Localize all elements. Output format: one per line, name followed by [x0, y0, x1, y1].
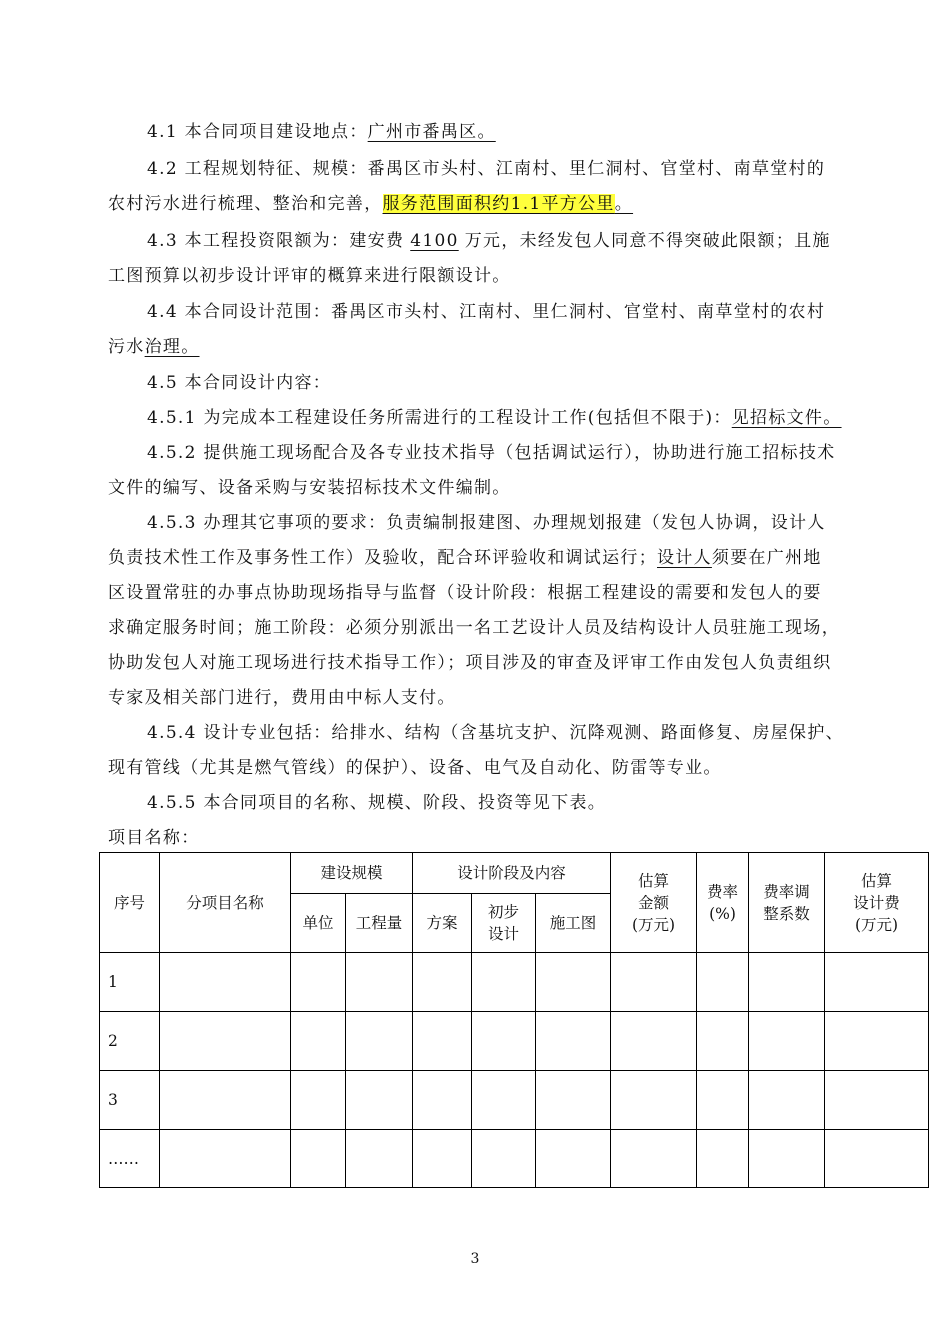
paragraph-4-5-3-line2 [108, 546, 860, 570]
header-estimate [611, 853, 697, 953]
table-cell [749, 953, 825, 1012]
location-filled: 广州市番禺区。 [367, 122, 496, 142]
header-plan: 方案 [413, 894, 472, 953]
header-text: (万元) [631, 915, 676, 934]
paragraph-4-5-2-line1: 4.5.2 提供施工现场配合及各专业技术指导（包括调试运行），协助进行施工招标技术 [147, 443, 836, 463]
investment-amount: 4100 [410, 231, 459, 251]
paragraph-4-5-4-line1: 4.5.4 设计专业包括：给排水、结构（含基坑支护、沉降观测、路面修复、房屋保护、 [147, 723, 844, 743]
reference-filled: 见招标文件。 [731, 408, 842, 428]
row-number: 1 [100, 953, 160, 1012]
paragraph-4-1 [147, 120, 860, 144]
paragraph-4-5-3-line6: 专家及相关部门进行，费用由中标人支付。 [108, 688, 456, 708]
header-design-fee [825, 853, 929, 953]
table-cell [291, 1130, 346, 1188]
header-unit: 单位 [291, 894, 346, 953]
service-area-highlight: 服务范围面积约1.1平方公里 [382, 194, 615, 214]
paragraph-4-5-3-line5: 协助发包人对施工现场进行技术指导工作）；项目涉及的审查及评审工作由发包人负责组织 [108, 653, 832, 673]
table-cell [611, 1130, 697, 1188]
table-cell [291, 1012, 346, 1071]
paragraph-4-4-line1: 4.4 本合同设计范围：番禺区市头村、江南村、里仁洞村、官堂村、南草堂村的农村 [147, 302, 826, 322]
table-cell [697, 1071, 749, 1130]
table-cell [160, 1012, 291, 1071]
paragraph-text: 4.3 本工程投资限额为：建安费 [147, 231, 405, 251]
designer-filled: 设计人 [657, 548, 712, 568]
header-text: 初步 [488, 903, 520, 921]
table-row [100, 1130, 929, 1188]
table-cell [536, 1071, 611, 1130]
table-cell [749, 1130, 825, 1188]
paragraph-4-5-3-line1: 4.5.3 办理其它事项的要求：负责编制报建图、办理规划报建（发包人协调，设计人 [147, 513, 826, 533]
table-cell [472, 1071, 536, 1130]
header-text: 设计 [488, 925, 520, 943]
paragraph-text: 负责技术性工作及事务性工作）及验收，配合环评验收和调试运行； [108, 548, 657, 568]
paragraph-4-5-4-line2: 现有管线（尤其是燃气管线）的保护）、设备、电气及自动化、防雷等专业。 [108, 758, 722, 778]
header-text: 设计费 [853, 893, 900, 912]
header-rate [697, 853, 749, 953]
paragraph-4-5-3-line4: 求确定服务时间；施工阶段：必须分别派出一名工艺设计人员及结构设计人员驻施工现场， [108, 618, 840, 638]
table-cell [825, 1012, 929, 1071]
paragraph-4-4-line2 [108, 335, 860, 359]
paragraph-4-5-3-line3: 区设置常驻的办事点协助现场指导与监督（设计阶段：根据工程建设的需要和发包人的要 [108, 583, 822, 603]
paragraph-4-3-line1 [147, 229, 860, 253]
header-rate-adjust [749, 853, 825, 953]
table-cell [825, 1130, 929, 1188]
paragraph-text: 污水 [108, 337, 145, 357]
table-cell [291, 1071, 346, 1130]
header-construction: 施工图 [536, 894, 611, 953]
row-number: …… [100, 1130, 160, 1188]
table-cell [536, 1130, 611, 1188]
paragraph-text: 万元，未经发包人同意不得突破此限额；且施 [464, 231, 831, 251]
header-sub-name: 分项目名称 [160, 853, 291, 953]
table-cell [160, 1130, 291, 1188]
page-number: 3 [470, 1251, 480, 1267]
header-text: 费率调 [763, 882, 810, 901]
header-text: 估算 [638, 871, 670, 890]
table-header-row-1 [100, 853, 929, 894]
table-cell [749, 1012, 825, 1071]
project-table [99, 852, 929, 1188]
project-name-label: 项目名称： [108, 828, 200, 848]
table-cell [536, 953, 611, 1012]
table-cell [749, 1071, 825, 1130]
table-cell [291, 953, 346, 1012]
table-cell [160, 1071, 291, 1130]
table-cell [346, 1130, 413, 1188]
header-seq: 序号 [100, 853, 160, 953]
paragraph-4-5: 4.5 本合同设计内容： [147, 373, 332, 393]
paragraph-end: 。 [614, 194, 634, 214]
paragraph-4-3-line2: 工图预算以初步设计评审的概算来进行限额设计。 [108, 266, 511, 286]
table-cell [413, 1071, 472, 1130]
table-cell [160, 953, 291, 1012]
table-cell [413, 1012, 472, 1071]
table-cell [697, 1130, 749, 1188]
header-text: 估算 [861, 871, 893, 890]
header-stage: 设计阶段及内容 [413, 853, 611, 894]
table-cell [472, 1012, 536, 1071]
table-cell [413, 953, 472, 1012]
table-cell [536, 1012, 611, 1071]
paragraph-text: 4.5.1 为完成本工程建设任务所需进行的工程设计工作(包括但不限于)： [147, 408, 732, 428]
table-cell [472, 953, 536, 1012]
paragraph-4-2-line2 [108, 192, 860, 216]
paragraph-4-5-2-line2: 文件的编写、设备采购与安装招标技术文件编制。 [108, 478, 511, 498]
table-cell [697, 953, 749, 1012]
table-cell [346, 953, 413, 1012]
table-cell [611, 953, 697, 1012]
paragraph-4-5-1 [147, 406, 860, 430]
table-row [100, 1071, 929, 1130]
scope-filled: 治理。 [144, 337, 200, 357]
table-cell [346, 1071, 413, 1130]
header-text: (万元) [854, 915, 899, 934]
table-cell [413, 1130, 472, 1188]
header-text: 费率 [707, 882, 739, 901]
header-quantity: 工程量 [346, 894, 413, 953]
header-prelim [472, 894, 536, 953]
table-cell [611, 1071, 697, 1130]
header-text: 整系数 [763, 904, 810, 923]
table-cell [611, 1012, 697, 1071]
paragraph-4-5-5: 4.5.5 本合同项目的名称、规模、阶段、投资等见下表。 [147, 793, 607, 813]
paragraph-4-2-line1: 4.2 工程规划特征、规模：番禺区市头村、江南村、里仁洞村、官堂村、南草堂村的 [147, 159, 826, 179]
table-cell [825, 1071, 929, 1130]
table-cell [697, 1012, 749, 1071]
paragraph-text: 须要在广州地 [711, 548, 822, 568]
header-scale: 建设规模 [291, 853, 413, 894]
row-number: 2 [100, 1012, 160, 1071]
row-number: 3 [100, 1071, 160, 1130]
paragraph-text: 4.1 本合同项目建设地点： [147, 122, 368, 142]
table-cell [472, 1130, 536, 1188]
header-text: 金额 [638, 893, 670, 912]
table-row [100, 953, 929, 1012]
paragraph-text: 农村污水进行梳理、整治和完善， [108, 194, 383, 214]
header-text: (%) [709, 904, 736, 923]
table-row [100, 1012, 929, 1071]
table-cell [346, 1012, 413, 1071]
table-cell [825, 953, 929, 1012]
